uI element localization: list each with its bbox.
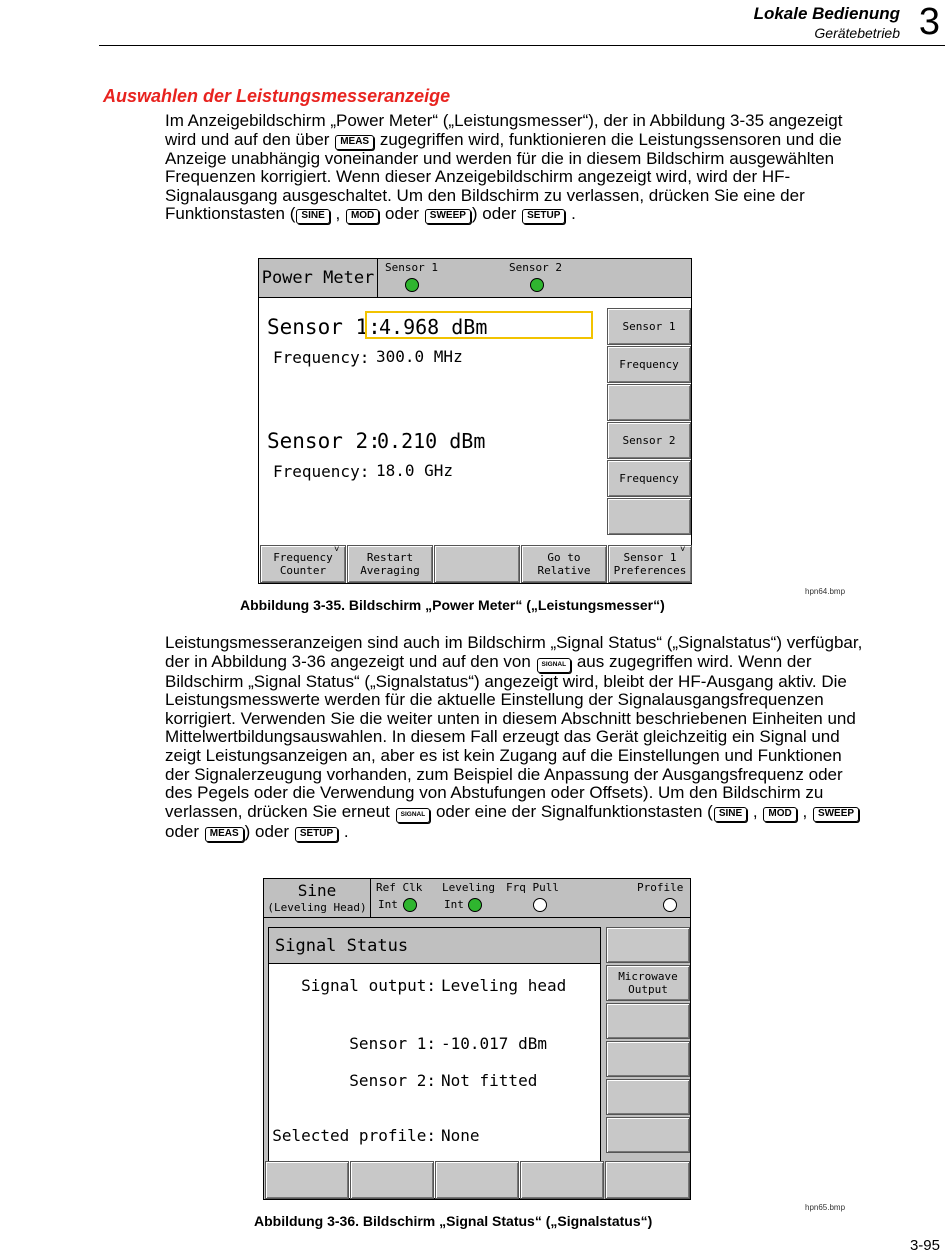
profile-label: Profile — [637, 881, 684, 894]
para-text: oder eine der Signalfunktionstasten ( — [435, 801, 713, 821]
signal-key-icon: SIGNAL — [396, 808, 431, 823]
para-text: ) oder — [244, 821, 290, 841]
sensor1-value: -10.017 dBm — [441, 1034, 547, 1053]
sensor2-frequency-label: Frequency: — [273, 462, 370, 481]
screen-title: Power Meter — [259, 259, 378, 297]
softkey-restart-averaging[interactable]: Restart Averaging — [347, 545, 433, 583]
sensor1-indicator-label: Sensor 1 — [385, 261, 438, 274]
figure1-caption: Abbildung 3-35. Bildschirm „Power Meter“ („Leistungsmesser“) — [240, 597, 665, 613]
para-text: . — [343, 821, 349, 841]
mode-indicator — [264, 879, 371, 918]
sweep-key-icon: SWEEP — [813, 807, 859, 822]
softkey-frequency2[interactable]: Frequency — [607, 460, 691, 497]
mode-sub: (Leveling Head) — [267, 901, 367, 914]
sensor1-frequency-value: 300.0 MHz — [376, 347, 463, 366]
softkey-side-5[interactable] — [606, 1079, 690, 1115]
softkey-bottom-4[interactable] — [520, 1161, 604, 1199]
softkey-bottom-5[interactable] — [605, 1161, 690, 1199]
sensor2-value: 0.210 dBm — [377, 429, 486, 453]
softkey-bottom-3[interactable] — [435, 1161, 519, 1199]
mod-key-icon: MOD — [763, 807, 796, 822]
power-meter-screen — [258, 258, 692, 584]
sensor2-name: Sensor 2: — [267, 429, 381, 453]
panel-title: Signal Status — [269, 928, 600, 964]
sensor1-label: Sensor 1: — [349, 1034, 436, 1053]
running-header-title: Lokale Bedienung — [753, 4, 900, 23]
figure2-caption: Abbildung 3-36. Bildschirm „Signal Status“ („Signalstatus“) — [254, 1213, 653, 1229]
para-text: zugegriffen wird, funktionieren die Leistungssensoren und die Anzeige unabhängig voneinander und werden für die in diesem Bildschirm ausgewählten Frequenzen korrigiert. Wenn dieser Anzeigebildschirm angezeigt wird, wird der HF-Signalausgang ausgeschaltet. Um den Bildschirm zu verlassen, drücken Sie eine der Funktionstasten ( — [165, 129, 842, 224]
sensor2-status-led-icon — [530, 278, 544, 292]
running-header-subtitle: Gerätebetrieb — [814, 25, 900, 41]
softkey-sensor2[interactable]: Sensor 2 — [607, 422, 691, 459]
softkey-bottom-2[interactable] — [350, 1161, 434, 1199]
signal-key-icon: SIGNAL — [537, 658, 572, 673]
chapter-number: 3 — [918, 1, 940, 43]
mod-key-icon: MOD — [346, 209, 379, 224]
para-text: , — [752, 801, 758, 821]
paragraph-1 — [165, 112, 870, 224]
para-text: . — [571, 204, 576, 224]
sweep-key-icon: SWEEP — [425, 209, 471, 224]
figure2-filename: hpn65.bmp — [805, 1203, 846, 1212]
header-rule — [99, 45, 945, 46]
leveling-label: Leveling — [442, 881, 495, 894]
softkey-side-6[interactable] — [606, 1117, 690, 1153]
softkey-frequency-counter[interactable]: Frequency Counter — [260, 545, 346, 583]
signal-status-panel — [268, 927, 601, 1199]
sensor1-frequency-label: Frequency: — [273, 348, 370, 367]
selected-profile-label: Selected profile: — [272, 1126, 436, 1145]
para-text: Im Anzeigebildschirm „Power Meter“ („Leistungsmesser“), der in Abbildung 3-35 angezeigt wird und auf den über — [165, 111, 843, 149]
meas-key-icon: MEAS — [205, 827, 244, 842]
profile-led-icon — [663, 898, 677, 912]
softkey-side-4[interactable] — [606, 1041, 690, 1077]
para-text: , — [335, 204, 341, 224]
signal-output-value: Leveling head — [441, 976, 567, 995]
leveling-led-icon — [468, 898, 482, 912]
sine-key-icon: SINE — [714, 807, 747, 822]
sensor1-name: Sensor 1: — [267, 315, 381, 339]
para-text: aus zugegriffen wird. Wenn der Bildschirm „Signal Status“ („Signalstatus“) angezeigt wird, bleibt der HF-Ausgang aktiv. Die Leistungsmesswerte werden für die aktuelle Einstellung der Signalausgangsfrequenzen korrigiert. Verwenden Sie die weiter unten in diesem Abschnitt beschriebenen Einheiten und Mittelwertbildungsauswahlen. In diesem Fall erzeugt das Gerät gleichzeitig ein Signal und zeigt Leistungsanzeigen an, aber es ist kein Zugang auf die Einstellungen und Funktionen der Signalerzeugung vorhanden, zum Beispiel die Anpassung der Ausgangsfrequenz oder des Pegels oder die Verwendung von Abstufungen oder Offsets). Um den Bildschirm zu verlassen, drücken Sie erneut — [165, 651, 856, 821]
sensor2-frequency-value: 18.0 GHz — [376, 461, 454, 480]
softkey-frequency1[interactable]: Frequency — [607, 346, 691, 383]
softkey-side-6[interactable] — [607, 498, 691, 535]
figure1-filename: hpn64.bmp — [805, 587, 846, 596]
refclk-led-icon — [403, 898, 417, 912]
setup-key-icon: SETUP — [295, 827, 338, 842]
para-text: Leistungsmesseranzeigen sind auch im Bildschirm „Signal Status“ („Signalstatus“) verfügbar, der in Abbildung 3-36 angezeigt und auf den von — [165, 633, 863, 671]
refclk-value: Int — [378, 898, 398, 911]
meas-key-icon: MEAS — [335, 135, 374, 150]
para-text: ) oder — [471, 204, 517, 224]
signal-output-label: Signal output: — [301, 976, 436, 995]
sensor1-value-field[interactable]: 4.968 dBm — [365, 311, 593, 339]
softkey-bottom-3[interactable] — [434, 545, 520, 583]
setup-key-icon: SETUP — [522, 209, 565, 224]
signal-status-screen — [263, 878, 691, 1200]
sensor2-value: Not fitted — [441, 1071, 538, 1090]
softkey-sensor1[interactable]: Sensor 1 — [607, 308, 691, 345]
frqpull-label: Frq Pull — [506, 881, 559, 894]
softkey-side-3[interactable] — [606, 1003, 690, 1039]
para-text: oder — [385, 204, 420, 224]
sensor1-status-led-icon — [405, 278, 419, 292]
para-text: oder — [165, 821, 200, 841]
submenu-chevron-icon: ˅ — [680, 545, 686, 555]
sensor2-indicator-label: Sensor 2 — [509, 261, 562, 274]
selected-profile-value: None — [441, 1126, 480, 1145]
frqpull-led-icon — [533, 898, 547, 912]
paragraph-2 — [165, 634, 870, 842]
page-number: 3-95 — [909, 1237, 940, 1254]
sensor2-label: Sensor 2: — [349, 1071, 436, 1090]
softkey-microwave-output[interactable]: Microwave Output — [606, 965, 690, 1001]
submenu-chevron-icon: ˅ — [334, 545, 340, 555]
softkey-go-to-relative[interactable]: Go to Relative — [521, 545, 607, 583]
softkey-side-3[interactable] — [607, 384, 691, 421]
sine-key-icon: SINE — [296, 209, 329, 224]
softkey-bottom-1[interactable] — [265, 1161, 349, 1199]
softkey-sensor1-preferences[interactable]: Sensor 1 Preferences — [608, 545, 692, 583]
para-text: , — [802, 801, 808, 821]
mode-name: Sine — [297, 881, 337, 900]
section-heading: Auswahlen der Leistungsmesseranzeige — [103, 86, 451, 106]
leveling-value: Int — [444, 898, 464, 911]
softkey-side-1[interactable] — [606, 927, 690, 963]
refclk-label: Ref Clk — [376, 881, 423, 894]
